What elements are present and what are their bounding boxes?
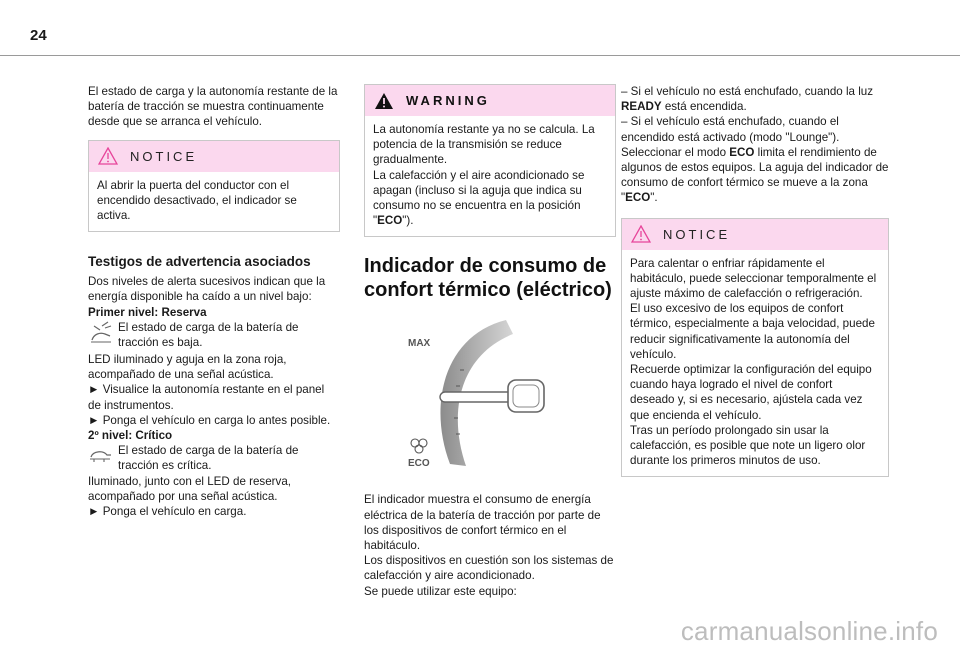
level2-title: 2º nivel: Crítico <box>88 429 173 443</box>
notice-text: Al abrir la puerta del conductor con el encendido desactivado, el indicador se activa. <box>97 178 297 223</box>
warning-text-1: La autonomía restante ya no se calcula. La potencia de la transmisión se reduce gradualmente. <box>373 123 595 167</box>
gauge-eco-label: ECO <box>408 458 430 470</box>
column-1 <box>88 84 340 519</box>
level1-bullet-1: ► Visualice la autonomía restante en el panel de instrumentos. <box>88 383 325 412</box>
turtle-critical-icon <box>88 443 114 467</box>
intro-paragraph: El estado de carga y la autonomía restante de la batería de tracción se muestra continuamente desde que se arranca el vehículo. <box>88 85 338 129</box>
notice-box-2 <box>621 218 889 478</box>
notice-box <box>88 140 340 233</box>
alert-levels-paragraph: Dos niveles de alerta sucesivos indican que la energía disponible ha caído a un nivel bajo: <box>88 275 326 304</box>
level1-title: Primer nivel: Reserva <box>88 305 207 319</box>
level1-item <box>88 320 340 352</box>
footer-watermark: carmanualsonline.info <box>680 616 938 646</box>
caution-triangle-icon <box>98 147 118 165</box>
warning-text-2: La calefacción y el aire acondicionado se apagan (incluso si la aguja que indica su consumo no se encuentra en la posición "ECO"). <box>373 168 585 228</box>
level2-description: El estado de carga de la batería de tracción es crítica. <box>118 444 299 473</box>
column-2 <box>364 84 616 599</box>
eco-mode-paragraph: Seleccionar el modo ECO limita el rendimiento de algunos de estos equipos. La aguja del indicador de consumo de confort térmico se mueve a la zona "ECO". <box>621 145 889 205</box>
gauge-section-heading: Indicador de consumo de confort térmico (eléctrico) <box>364 255 612 302</box>
gauge-description-1: El indicador muestra el consumo de energía eléctrica de la batería de tracción por parte de los dispositivos de confort térmico en el habitáculo. <box>364 493 601 553</box>
notice-title: NOTICE <box>130 148 198 164</box>
gauge-description-3: Se puede utilizar este equipo: <box>364 584 517 598</box>
condition-1: – Si el vehículo no está enchufado, cuando la luz READY está encendida. <box>621 85 874 114</box>
level1-description: El estado de carga de la batería de tracción es baja. <box>118 320 299 350</box>
notice2-text-2: El uso excesivo de los equipos de confort térmico, especialmente a baja velocidad, puede reducir significativamente la autonomía del vehículo. <box>630 302 875 361</box>
gauge-description-2: Los dispositivos en cuestión son los sistemas de calefacción y aire acondicionado. <box>364 554 614 583</box>
notice2-text-1: Para calentar o enfriar rápidamente el habitáculo, puede seleccionar temporalmente el ajuste máximo de calefacción o refrigeración. <box>630 256 877 301</box>
header-divider <box>0 55 960 56</box>
level2-item <box>88 443 340 473</box>
condition-2: – Si el vehículo está enchufado, cuando el encendido está activado (modo "Lounge"). <box>621 115 840 144</box>
thermal-comfort-gauge-illustration <box>388 316 558 482</box>
notice-title-2: NOTICE <box>663 226 731 242</box>
low-battery-reserve-icon <box>88 320 114 348</box>
level2-led-text: Iluminado, junto con el LED de reserva, acompañado por una señal acústica. <box>88 474 292 503</box>
notice-header-2 <box>622 219 888 250</box>
level2-bullet-1: ► Ponga el vehículo en carga. <box>88 505 247 519</box>
gauge-max-label: MAX <box>408 338 431 350</box>
level1-bullet-2: ► Ponga el vehículo en carga lo antes posible. <box>88 413 331 427</box>
warning-box <box>364 84 616 237</box>
warning-triangle-icon <box>374 92 394 110</box>
eco-leaf-icon <box>411 439 419 447</box>
notice2-text-4: Tras un período prolongado sin usar la calefacción, es posible que note un ligero olor durante los primeros minutos de uso. <box>630 423 866 468</box>
column-3 <box>621 84 889 477</box>
section-heading: Testigos de advertencia asociados <box>88 254 311 270</box>
caution-triangle-icon <box>631 225 651 243</box>
notice-header <box>89 141 339 172</box>
warning-title: WARNING <box>406 92 490 108</box>
warning-header <box>365 85 615 116</box>
notice2-text-3: Recuerde optimizar la configuración del equipo cuando haya logrado el nivel de confort deseado y, si es necesario, ajústela cada vez que encienda el vehículo. <box>630 363 872 422</box>
page-number: 24 <box>30 27 47 44</box>
level1-led-text: LED iluminado y aguja en la zona roja, acompañado de una señal acústica. <box>88 353 287 382</box>
